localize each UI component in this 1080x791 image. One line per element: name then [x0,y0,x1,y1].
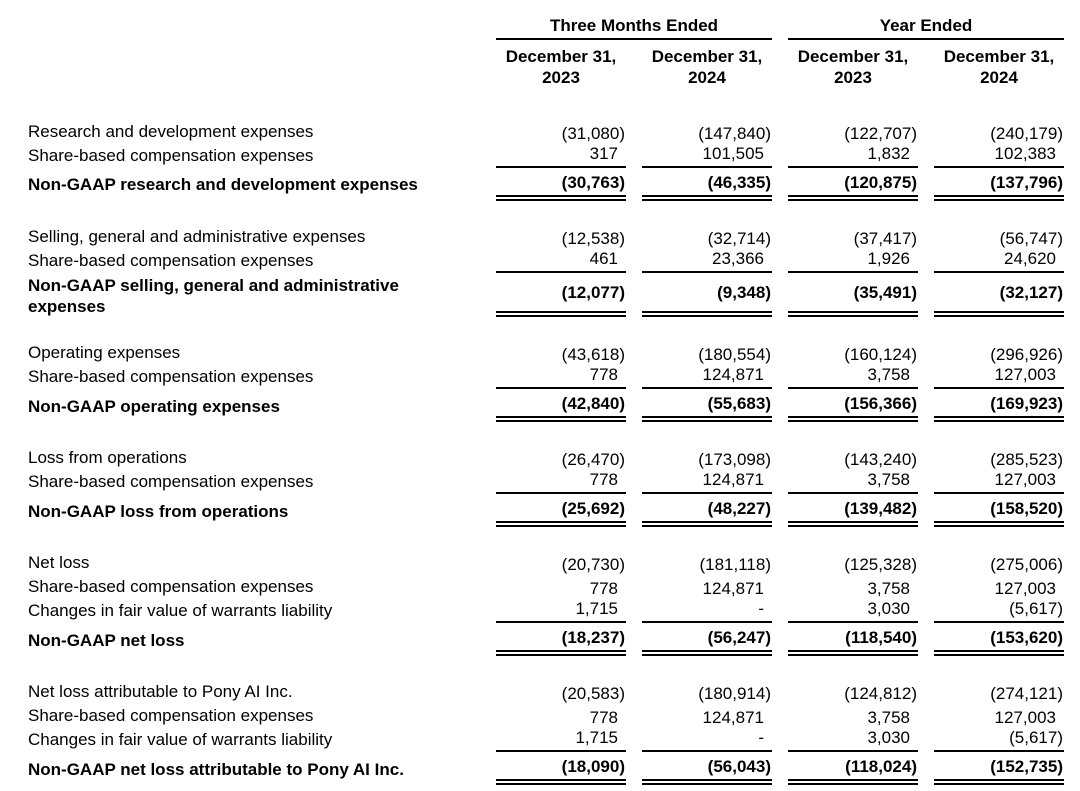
value-cell: 1,715 [496,599,626,623]
value-cell: 3,030 [788,728,918,752]
value-cell: (5,617) [934,728,1064,752]
table-row [28,341,1080,365]
col-header-year: 2024 [688,68,726,88]
value-cell: 124,871 [702,708,764,727]
value-cell: (35,491) [788,275,918,318]
table-row [28,365,1080,389]
table-row [28,680,1080,704]
table-row [28,170,1080,201]
value-cell: (118,024) [788,754,918,785]
value-cell: 124,871 [642,365,772,389]
value-cell: (46,335) [642,170,772,201]
table-row [28,249,1080,273]
column-header-row [28,44,1080,89]
value-cell: (122,707) [844,123,917,143]
value-cell: (32,714) [707,228,771,248]
table-row [28,625,1080,656]
row-label: Share-based compensation expenses [28,145,314,165]
value-cell: - [642,728,772,752]
value-cell: (37,417) [853,228,917,248]
value-cell: (12,538) [561,228,625,248]
value-cell: (20,583) [561,684,625,703]
row-label: Non-GAAP research and development expenses [28,175,418,195]
table-section [28,225,1080,318]
value-cell: (5,617) [934,599,1064,623]
value-cell: (56,247) [642,625,772,656]
table-row [28,144,1080,168]
table-row [28,754,1080,785]
row-label: Share-based compensation expenses [28,472,314,492]
value-cell: (147,840) [698,123,771,143]
col-header-year: 2023 [834,68,872,88]
col-header-date: December 31, [797,47,909,66]
value-cell: (173,098) [698,450,771,469]
value-cell: (274,121) [990,684,1063,703]
value-cell: 1,715 [496,728,626,752]
value-cell: 3,758 [867,579,910,598]
value-cell: 124,871 [642,470,772,494]
value-cell: 778 [589,579,618,598]
value-cell: (118,540) [788,625,918,656]
col-header-q-2024 [642,44,772,89]
row-label: Non-GAAP selling, general and administrative expenses [28,275,399,316]
value-cell: 127,003 [994,708,1056,727]
value-cell: (124,812) [844,684,917,703]
column-group-header-row [28,16,1080,40]
col-header-fy-2023 [788,44,918,89]
col-header-fy-2024 [934,44,1064,89]
table-section [28,341,1080,422]
col-header-year: 2024 [980,68,1018,88]
row-label: Research and development expenses [28,121,314,141]
value-cell: (42,840) [496,391,626,422]
table-row [28,225,1080,249]
table-row [28,728,1080,752]
row-label: Changes in fair value of warrants liability [28,601,333,621]
table-row [28,551,1080,575]
value-cell: (156,366) [788,391,918,422]
value-cell: 127,003 [994,579,1056,598]
value-cell: 3,758 [867,708,910,727]
row-label: Non-GAAP loss from operations [28,501,289,521]
value-cell: 24,620 [934,249,1064,273]
label-column-spacer [28,44,480,89]
value-cell: (285,523) [990,450,1063,469]
row-label: Net loss attributable to Pony AI Inc. [28,682,293,702]
row-label: Non-GAAP net loss [28,630,185,650]
value-cell: 1,832 [788,144,918,168]
col-header-date: December 31, [651,47,763,66]
value-cell: 3,758 [788,365,918,389]
value-cell: (32,127) [934,275,1064,318]
value-cell: (43,618) [561,345,625,364]
col-group-three-months-ended: Three Months Ended [496,16,772,40]
table-row [28,704,1080,728]
row-label: Share-based compensation expenses [28,250,314,270]
value-cell: (158,520) [934,496,1064,527]
row-label: Share-based compensation expenses [28,577,314,597]
value-cell: - [642,599,772,623]
value-cell: (169,923) [934,391,1064,422]
value-cell: 101,505 [642,144,772,168]
value-cell: (153,620) [934,625,1064,656]
table-section [28,120,1080,201]
table-row [28,575,1080,599]
value-cell: (48,227) [642,496,772,527]
value-cell: 778 [496,470,626,494]
value-cell: (56,043) [642,754,772,785]
value-cell: 102,383 [934,144,1064,168]
value-cell: (9,348) [642,275,772,318]
value-cell: 317 [496,144,626,168]
col-group-year-ended: Year Ended [788,16,1064,40]
value-cell: (180,914) [698,684,771,703]
value-cell: 127,003 [934,365,1064,389]
value-cell: (296,926) [990,345,1063,364]
table-section [28,551,1080,656]
value-cell: 23,366 [642,249,772,273]
value-cell: (181,118) [699,555,771,574]
value-cell: 461 [496,249,626,273]
value-cell: 3,030 [788,599,918,623]
value-cell: (240,179) [990,123,1063,143]
value-cell: (20,730) [561,555,625,574]
col-header-q-2023 [496,44,626,89]
row-label: Net loss [28,553,90,573]
value-cell: 127,003 [934,470,1064,494]
row-label: Selling, general and administrative expenses [28,226,366,246]
value-cell: (180,554) [698,345,771,364]
value-cell: (160,124) [844,345,917,364]
value-cell: 1,926 [788,249,918,273]
row-label: Non-GAAP net loss attributable to Pony AI Inc. [28,759,404,779]
value-cell: (18,090) [496,754,626,785]
value-cell: (30,763) [496,170,626,201]
value-cell: (31,080) [561,123,625,143]
table-row [28,496,1080,527]
row-label: Operating expenses [28,343,181,363]
label-column-spacer [28,16,480,40]
value-cell: (56,747) [999,228,1063,248]
row-label: Changes in fair value of warrants liability [28,730,333,750]
table-row [28,391,1080,422]
value-cell: 3,758 [788,470,918,494]
table-row [28,275,1080,318]
value-cell: 124,871 [702,579,764,598]
value-cell: 778 [589,708,618,727]
col-header-date: December 31, [505,47,617,66]
value-cell: (26,470) [561,450,625,469]
table-section [28,680,1080,785]
row-label: Loss from operations [28,448,187,468]
table-row [28,599,1080,623]
table-body [28,120,1080,786]
table-row [28,446,1080,470]
value-cell: (125,328) [844,555,917,574]
row-label: Share-based compensation expenses [28,706,314,726]
value-cell: 778 [496,365,626,389]
value-cell: (275,006) [990,555,1063,574]
table-row [28,470,1080,494]
value-cell: (18,237) [496,625,626,656]
value-cell: (55,683) [642,391,772,422]
row-label: Non-GAAP operating expenses [28,396,280,416]
value-cell: (139,482) [788,496,918,527]
value-cell: (143,240) [844,450,917,469]
table-row [28,120,1080,144]
table-section [28,446,1080,527]
value-cell: (12,077) [496,275,626,318]
value-cell: (137,796) [934,170,1064,201]
col-header-date: December 31, [943,47,1055,66]
value-cell: (25,692) [496,496,626,527]
value-cell: (152,735) [934,754,1064,785]
value-cell: (120,875) [788,170,918,201]
row-label: Share-based compensation expenses [28,367,314,387]
col-header-year: 2023 [542,68,580,88]
